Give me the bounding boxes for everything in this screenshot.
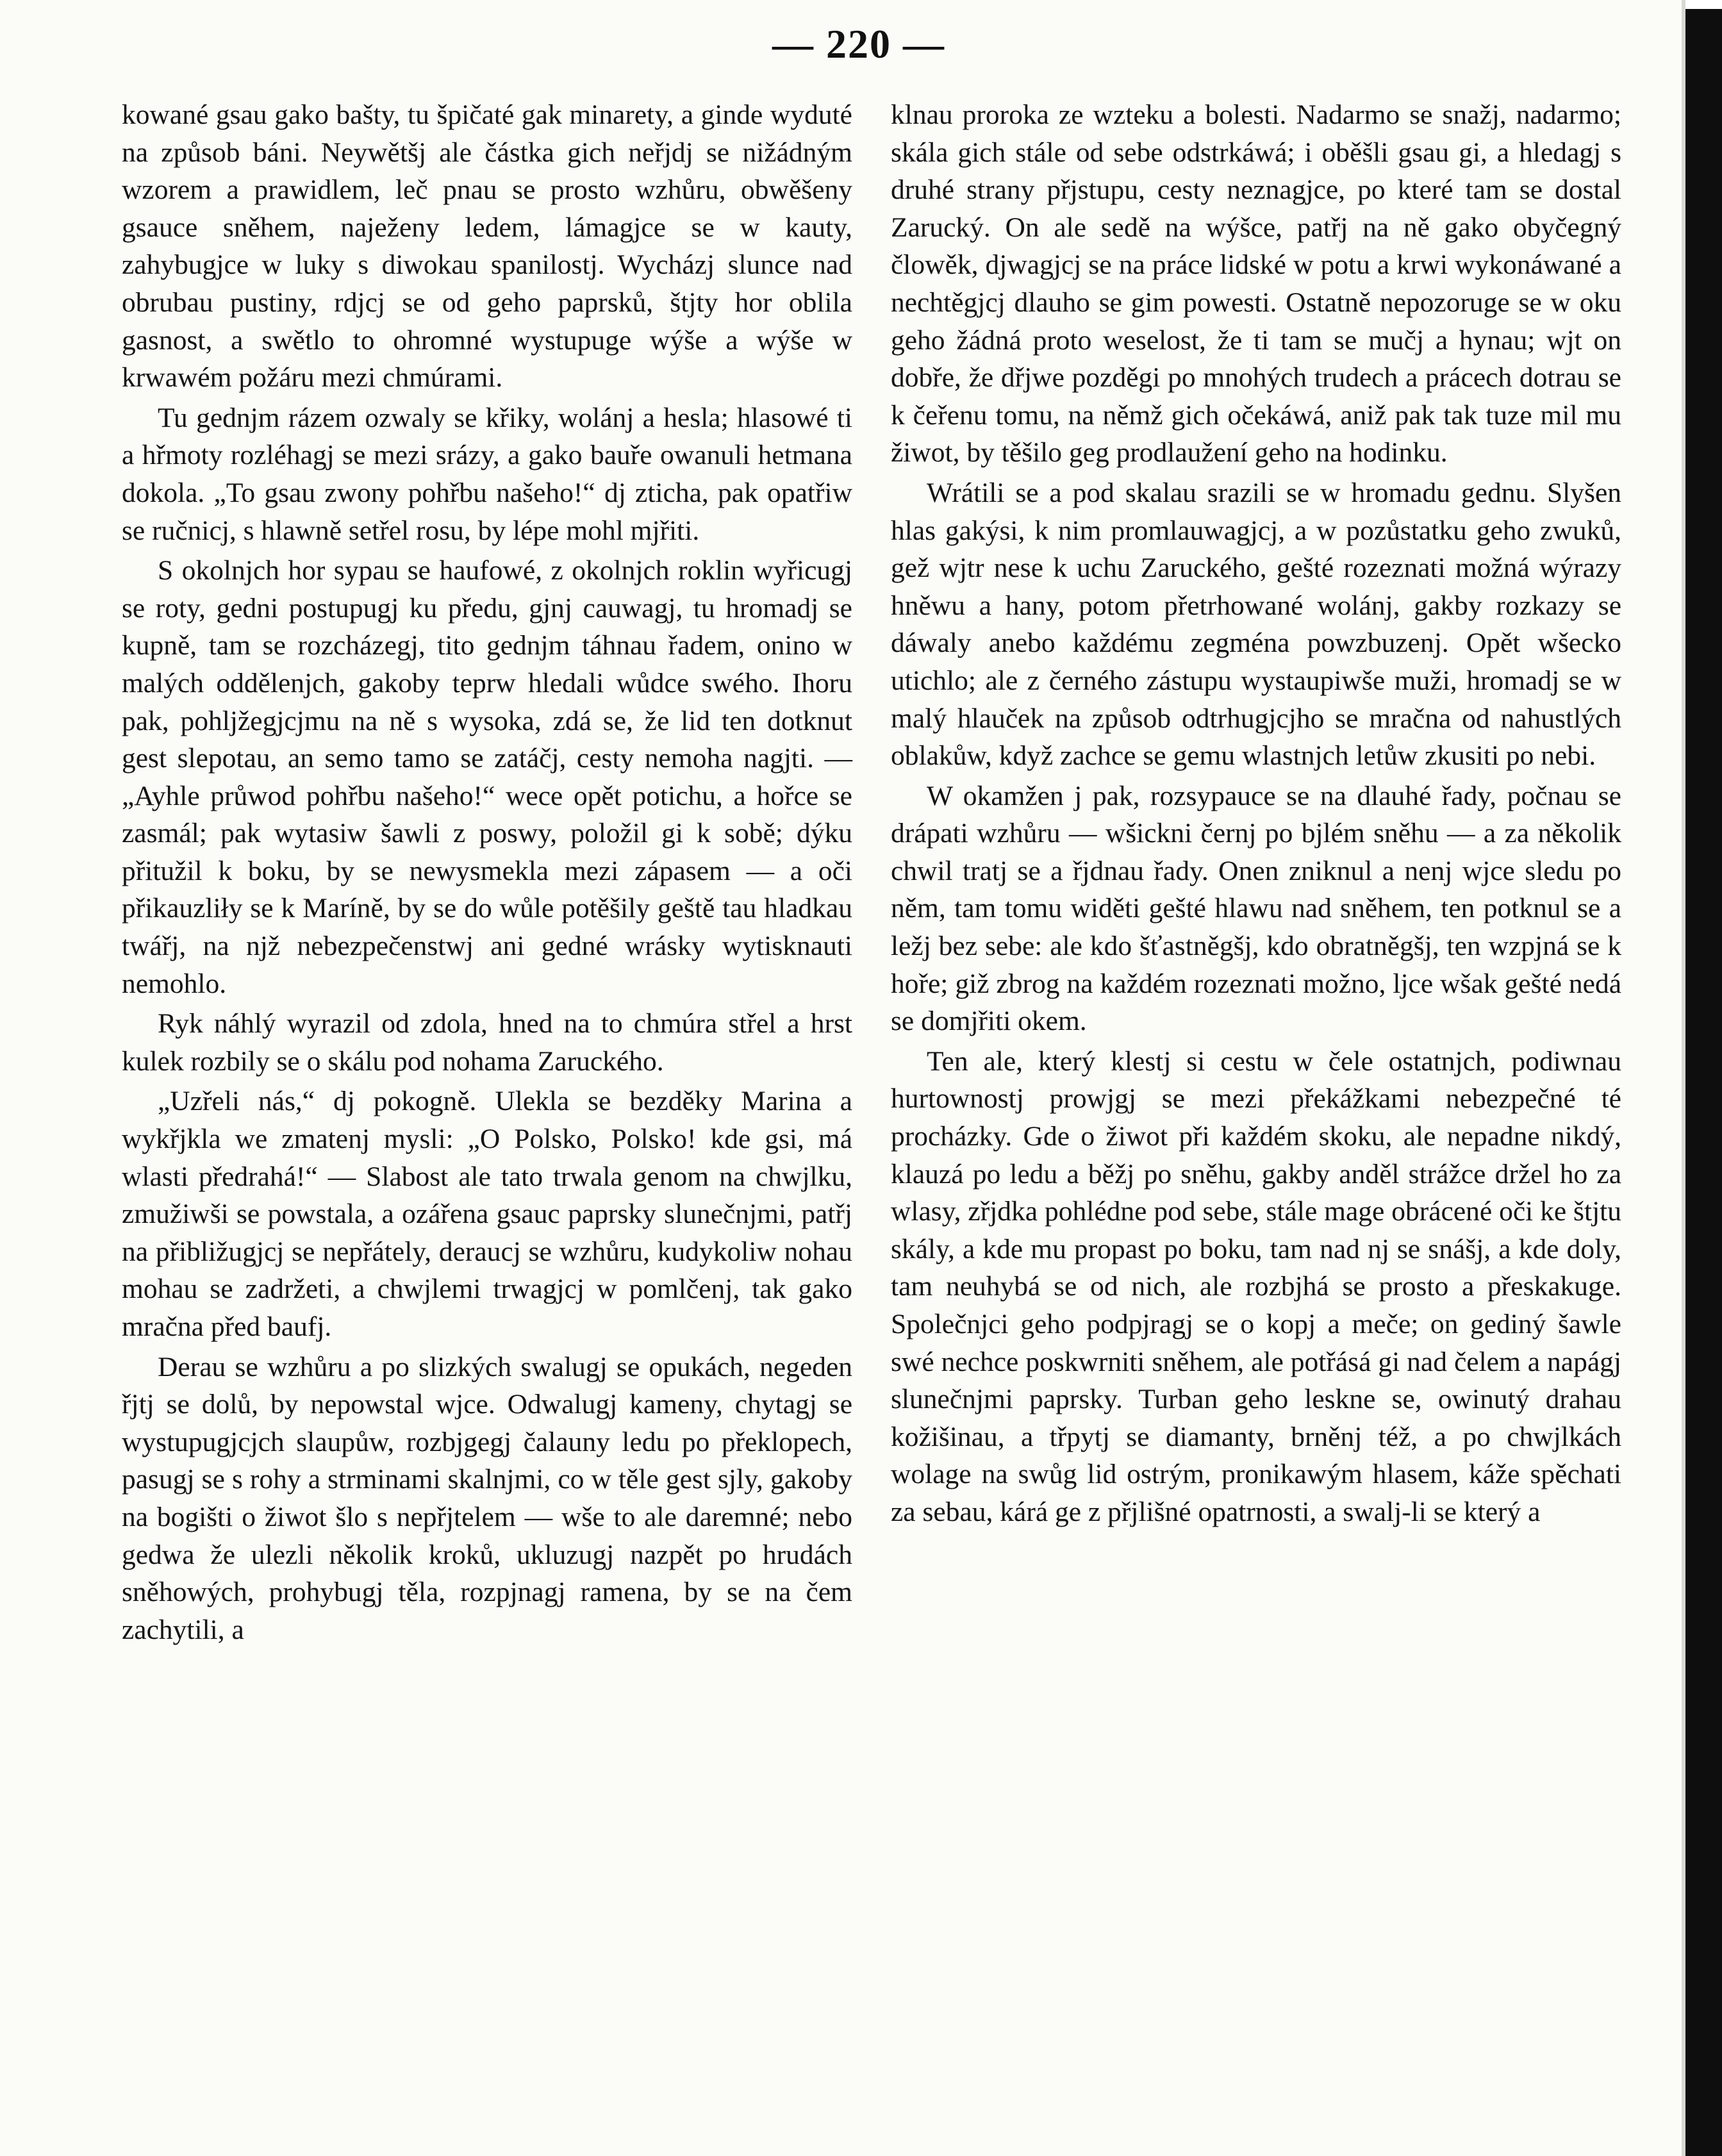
paragraph: W okamžen j pak, rozsypauce se na dlauhé řady, počnau se drápati wzhůru — wšickni černj po bjlém sněhu — a za několik chwil tratj se a řjdnau řady. Onen zniknul a nenj wjce sledu po něm, tam tomu widěti gešté hlawu nad sněhem, ten potknul se a ležj bez sebe: ale kdo šťastněgšj, kdo obratněgšj, ten wzpjná se k hoře; giž zbrog na každém rozeznati možno, ljce wšak gešté nedá se domjřiti okem. [891, 780, 1621, 1037]
right-column [891, 96, 1621, 1534]
left-column [122, 96, 852, 1651]
page-number: — 220 — [772, 21, 945, 67]
paragraph: „Uzřeli nás,“ dj pokogně. Ulekla se bezděky Marina a wykřjkla we zmatenj mysli: „O Polsko, Polsko! kde gsi, má wlasti předrahá!“ — Slabost ale tato trwala genom na chwjlku, zmužiwši se powstala, a ozářena gsauc paprsky slunečnjmi, patřj na přibližugjcj se nepřátely, deraucj se wzhůru, kudykoliw nohau mohau se zadržeti, a chwjlemi trwagjcj w pomlčenj, tak gako mračna před baufj. [122, 1086, 852, 1342]
paragraph: Derau se wzhůru a po slizkých swalugj se opukách, negeden řjtj se dolů, by nepowstal wjce. Odwalugj kameny, chytagj se wystupugjcjch slaupůw, rozbjgegj čalauny ledu po překlopech, pasugj se s rohy a strminami skalnjmi, co w těle gest sjly, gakoby na bogišti o žiwot šlo s nepřjtelem — wše to ale daremné; nebo gedwa že ulezli několik kroků, ukluzugj nazpět po hrudách sněhowých, prohybugj těla, rozpjnagj ramena, by se na čem zachytili, a [122, 1351, 852, 1645]
paragraph: Wrátili se a pod skalau srazili se w hromadu gednu. Slyšen hlas gakýsi, k nim promlauwagjcj, a w pozůstatku geho zwuků, gež wjtr nese k uchu Zaruckého, gešté rozeznati možná wýrazy hněwu a hany, potom přetrhowané wolánj, gakby rozkazy se dáwaly anebo každému zegména powzbuzenj. Opět wšecko utichlo; ale z černého zástupu wystaupiwše muži, hromadj se w malý hlauček na způsob odtrhugjcjho se mračna od nahustlých oblakůw, když zachce se gemu wlastnjch letůw zkusiti po nebi. [891, 477, 1621, 772]
paragraph: Ten ale, který klestj si cestu w čele ostatnjch, podiwnau hurtownostj prowjgj se mezi překážkami nebezpečné té procházky. Gde o žiwot při každém skoku, ale nepadne nikdý, klauzá po ledu a běžj po sněhu, gakby anděl strážce držel ho za wlasy, zřjdka pohlédne pod sebe, stále mage obrácené oči ke štjtu skály, a kde mu propast po boku, tam nad nj se snášj, a kde doly, tam neuhybá se od nich, ale rozbjhá se prosto a přeskakuge. Společnjci geho podpjragj se o kopj a meče; on gediný šawle swé nechce poskwrniti sněhem, ale potřásá gi nad čelem a napágj slunečnjmi paprsky. Turban geho leskne se, owinutý drahau kožišinau, a třpytj se diamanty, brněnj též, a po chwjlkách wolage na swůg lid ostrým, pronikawým hlasem, káže spěchati za sebau, kárá ge z přjlišné opatrnosti, a swalj-li se který a [891, 1045, 1621, 1527]
paragraph: klnau proroka ze wzteku a bolesti. Nadarmo se snažj, nadarmo; skála gich stále od sebe odstrkáwá; i oběšli gsau gi, a hledagj s druhé strany přjstupu, cesty neznagjce, po které tam se dostal Zarucký. On ale sedě na wýšce, patřj na ně gako obyčegný člowěk, djwagjcj se na práce lidské w potu a krwi wykonáwané a nechtěgjcj dlauho se gim powesti. Ostatně nepozoruge se w oku geho žádná proto weselost, že ti tam se mučj a hynau; wjt on dobře, že dřjwe pozděgi po mnohých trudech a prácech dotrau se k čeřenu tomu, na němž gich očekáwá, aniž pak tak tuze mil mu žiwot, by těšilo geg prodlaužení geho na hodinku. [891, 99, 1621, 469]
paragraph: Tu gednjm rázem ozwaly se křiky, wolánj a hesla; hlasowé ti a hřmoty rozléhagj se mezi srázy, a gako bauře owanuli hetmana dokola. „To gsau zwony pohřbu našeho!“ dj zticha, pak opatřiw se ručnicj, s hlawně setřel rosu, by lépe mohl mjřiti. [122, 402, 852, 546]
paragraph: Ryk náhlý wyrazil od zdola, hned na to chmúra střel a hrst kulek rozbily se o skálu pod nohama Zaruckého. [122, 1008, 852, 1077]
paragraph: kowané gsau gako bašty, tu špičaté gak minarety, a ginde wyduté na způsob báni. Neywětšj ale částka gich neřjdj se nižádným wzorem a prawidlem, leč pnau se prosto wzhůru, obwěšeny gsauce sněhem, naježeny ledem, lámagjce se w kauty, zahybugjce w luky s diwokau spanilostj. Wycházj slunce nad obrubau pustiny, rdjcj se od geho paprsků, štjty hor oblila gasnost, a swětlo to ohromné wystupuge wýše a wýše w krwawém požáru mezi chmúrami. [122, 99, 852, 394]
paragraph: S okolnjch hor sypau se haufowé, z okolnjch roklin wyřicugj se roty, gedni postupugj ku předu, gjnj cauwagj, tu hromadj se kupně, tam se rozcházegj, tito gednjm táhnau řadem, onino w malých oddělenjch, gakoby teprw hledali wůdce swého. Ihoru pak, pohljžegjcjmu na ně s wysoka, zdá se, že lid ten dotknut gest slepotau, an semo tamo se zatáčj, cesty nemoha nagjti. — „Ayhle průwod pohřbu našeho!“ wece opět potichu, a hořce se zasmál; pak wytasiw šawli z poswy, položil gi k sobě; dýku přitužil k boku, by se newysmekla mezi zápasem — a oči přikauzliły se k Maríně, by se do wůle potěšily geště tau hladkau twářj, na njž nebezpečenstwj ani gedné wrásky wytisknauti nemohlo. [122, 555, 852, 999]
